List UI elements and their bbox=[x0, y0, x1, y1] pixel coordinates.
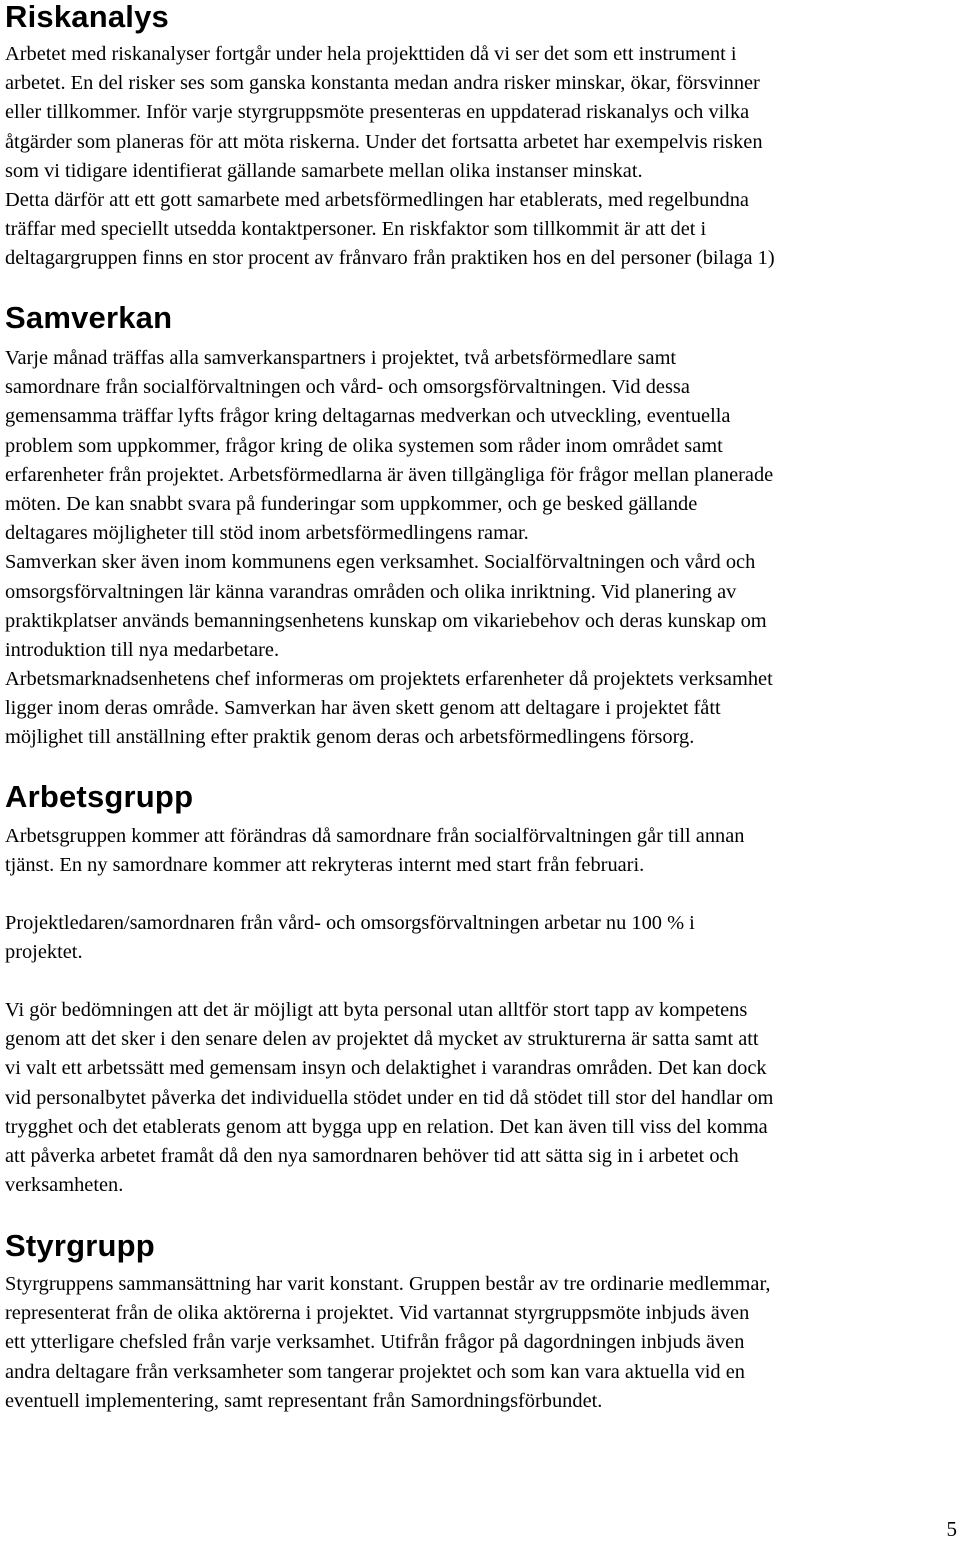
text-line: åtgärder som planeras för att möta riskerna. Under det fortsatta arbetet har exempelvis risken bbox=[5, 130, 763, 153]
text-line: som vi tidigare identifierat gällande samarbete mellan olika instanser minskat. bbox=[5, 159, 643, 182]
text-line: Arbetsgruppen kommer att förändras då samordnare från socialförvaltningen går till annan bbox=[5, 825, 745, 847]
text-line: arbetet. En del risker ses som ganska konstanta medan andra risker minskar, ökar, försvinner bbox=[5, 72, 760, 95]
text-line: möjlighet till anställning efter praktik genom deras och arbetsförmedlingens försorg. bbox=[5, 726, 695, 749]
text-line: verksamheten. bbox=[5, 1174, 124, 1197]
text-line: ligger inom deras område. Samverkan har även skett genom att deltagare i projektet fått bbox=[5, 697, 721, 720]
section-heading-styrgrupp: Styrgrupp bbox=[5, 1228, 155, 1263]
text-line: omsorgsförvaltningen lär känna varandras områden och olika inriktning. Vid planering av bbox=[5, 580, 737, 603]
text-line: representerat från de olika aktörerna i projektet. Vid vartannat styrgruppsmöte inbjuds även bbox=[5, 1302, 750, 1325]
text-line: andra deltagare från verksamheter som tangerar projektet och som kan vara aktuella vid en bbox=[5, 1360, 745, 1383]
text-line: genom att det sker i den senare delen av projektet då mycket av strukturerna är satta samt att bbox=[5, 1028, 759, 1051]
text-line: eventuell implementering, samt representant från Samordningsförbundet. bbox=[5, 1389, 603, 1412]
text-line: att påverka arbetet framåt då den nya samordnaren behöver tid att sätta sig in i arbetet och bbox=[5, 1144, 739, 1167]
arbetsgrupp-paragraph-1 bbox=[5, 822, 744, 880]
riskanalys-paragraph bbox=[5, 40, 775, 274]
section-heading-samverkan: Samverkan bbox=[5, 300, 173, 335]
text-line: Arbetsmarknadsenhetens chef informeras om projektets erfarenheter då projektets verksamhet bbox=[5, 668, 773, 691]
text-line: introduktion till nya medarbetare. bbox=[5, 638, 280, 661]
text-line: problem som uppkommer, frågor kring de olika systemen som råder inom området samt bbox=[5, 434, 723, 457]
text-line: Arbetet med riskanalyser fortgår under hela projekttiden då vi ser det som ett instrument i bbox=[5, 43, 737, 65]
text-line: möten. De kan snabbt svara på funderingar som uppkommer, och ge besked gällande bbox=[5, 492, 698, 515]
text-line: Vi gör bedömningen att det är möjligt att byta personal utan alltför stort tapp av kompetens bbox=[5, 999, 748, 1021]
text-line: Varje månad träffas alla samverkanspartners i projektet, två arbetsförmedlare samt bbox=[5, 347, 677, 369]
text-line: Projektledaren/samordnaren från vård- och omsorgsförvaltningen arbetar nu 100 % i bbox=[5, 912, 695, 934]
text-line: vid personalbytet påverka det individuella stödet under en tid då stödet till stor del handlar om bbox=[5, 1086, 774, 1109]
text-line: deltagargruppen finns en stor procent av frånvaro från praktiken hos en del personer (bilaga 1) bbox=[5, 247, 775, 270]
text-line: vi valt ett arbetssätt med gemensam insyn och delaktighet i varandras områden. Det kan dock bbox=[5, 1057, 767, 1080]
text-line: deltagares möjligheter till stöd inom arbetsförmedlingens ramar. bbox=[5, 522, 529, 545]
text-line: erfarenheter från projektet. Arbetsförmedlarna är även tillgängliga för frågor mellan planerade bbox=[5, 463, 774, 486]
text-line: Styrgruppens sammansättning har varit konstant. Gruppen består av tre ordinarie medlemmar, bbox=[5, 1273, 771, 1295]
text-line: praktikplatser används bemanningsenhetens kunskap om vikariebehov och deras kunskap om bbox=[5, 609, 767, 632]
text-line: tjänst. En ny samordnare kommer att rekryteras internt med start från februari. bbox=[5, 854, 645, 877]
text-line: ett ytterligare chefsled från varje verksamhet. Utifrån frågor på dagordningen inbjuds även bbox=[5, 1331, 745, 1354]
text-line: träffar med speciellt utsedda kontaktpersoner. En riskfaktor som tillkommit är att det i bbox=[5, 218, 707, 241]
text-line: gemensamma träffar lyfts frågor kring deltagarnas medverkan och utveckling, eventuella bbox=[5, 405, 731, 428]
text-line: samordnare från socialförvaltningen och vård- och omsorgsförvaltningen. Vid dessa bbox=[5, 376, 690, 399]
section-heading-arbetsgrupp: Arbetsgrupp bbox=[5, 779, 194, 814]
text-line: Samverkan sker även inom kommunens egen verksamhet. Socialförvaltningen och vård och bbox=[5, 551, 756, 574]
page-number: 5 bbox=[946, 1517, 957, 1541]
arbetsgrupp-paragraph-3 bbox=[5, 996, 773, 1200]
arbetsgrupp-paragraph-2 bbox=[5, 909, 695, 967]
styrgrupp-paragraph bbox=[5, 1270, 771, 1416]
text-line: projektet. bbox=[5, 941, 83, 964]
samverkan-paragraph bbox=[5, 344, 773, 753]
text-line: Detta därför att ett gott samarbete med arbetsförmedlingen har etablerats, med regelbundna bbox=[5, 188, 749, 211]
text-line: eller tillkommer. Inför varje styrgruppsmöte presenteras en uppdaterad riskanalys och vilka bbox=[5, 101, 750, 124]
section-heading-riskanalys: Riskanalys bbox=[5, 0, 169, 34]
text-line: trygghet och det etablerats genom att bygga upp en relation. Det kan även till viss del komma bbox=[5, 1115, 768, 1138]
